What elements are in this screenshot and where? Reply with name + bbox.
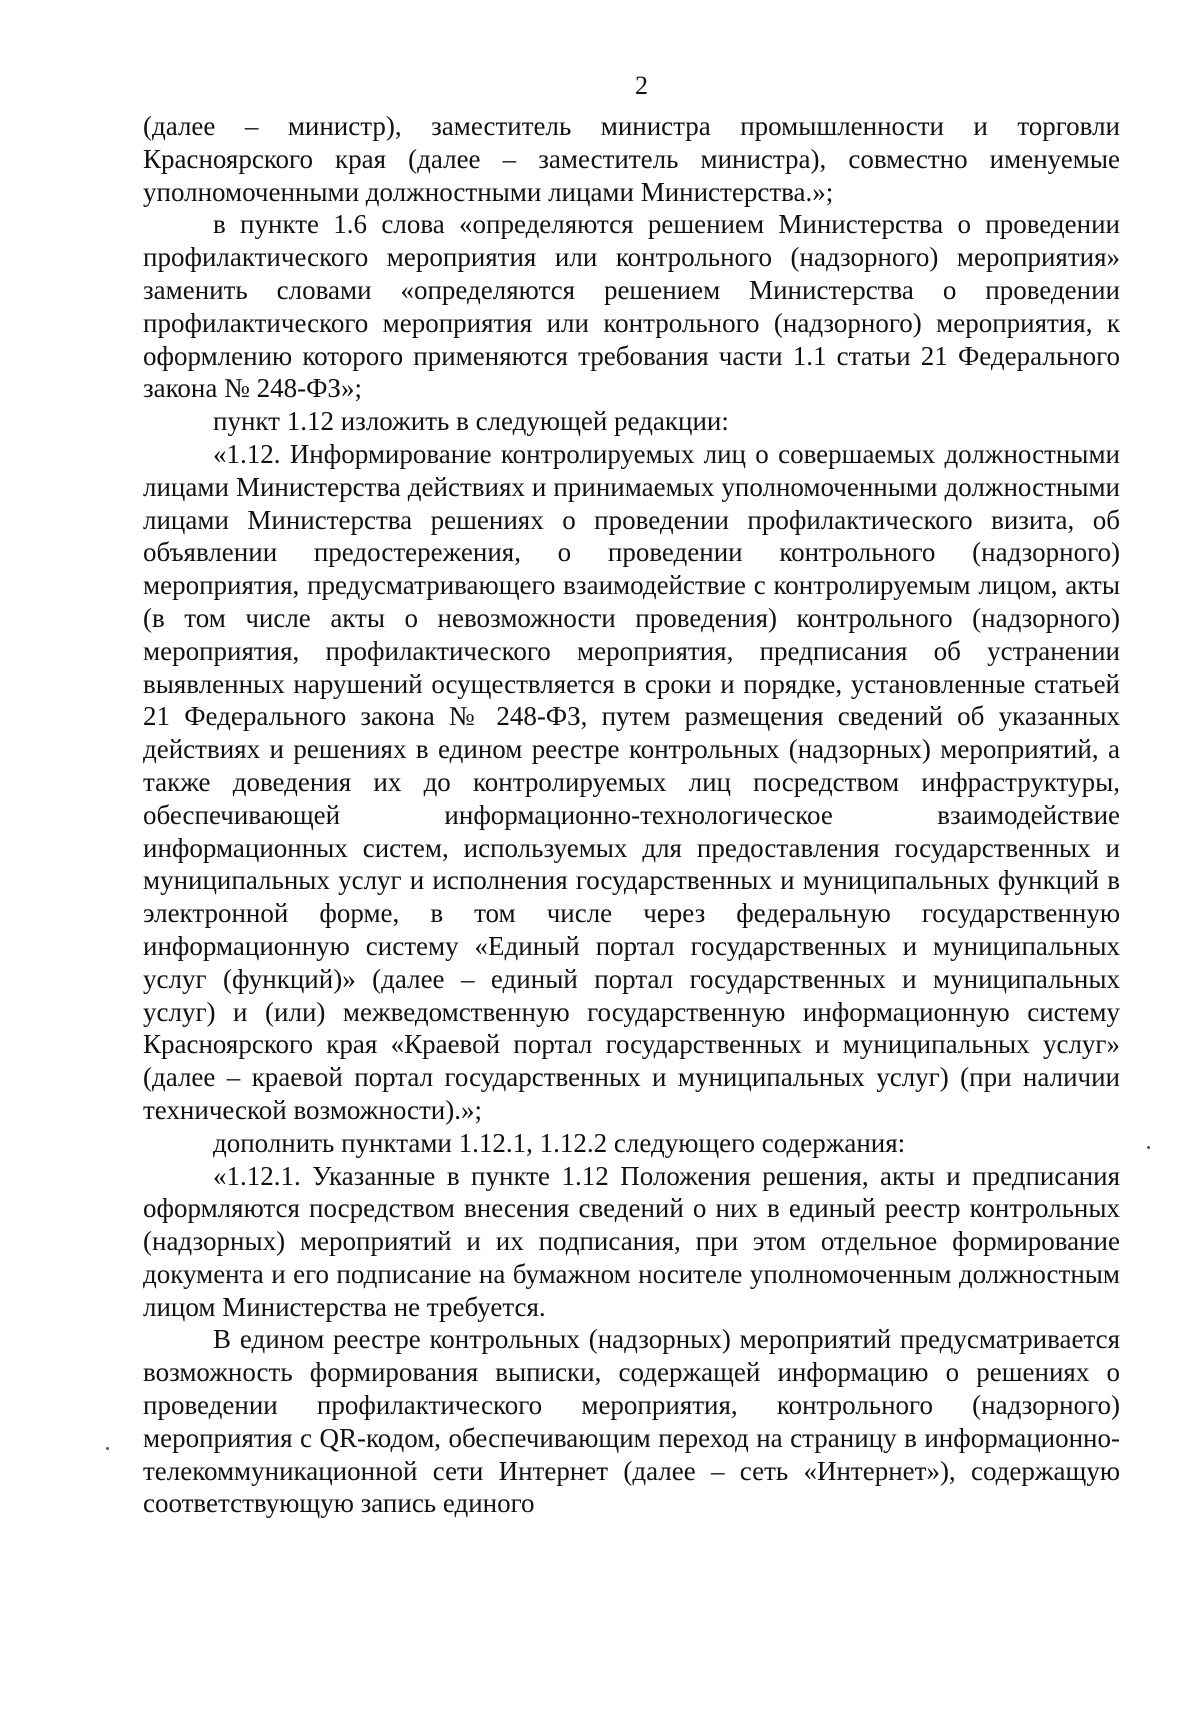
- paragraph-continuation: (далее – министр), заместитель министра промышленности и торговли Красноярского края (далее – заместитель министра), совместно именуемые уполномоченными должностными лицами Министерства.»;: [143, 111, 1120, 207]
- page-number: 2: [635, 71, 648, 100]
- paragraph-item-1-12-intro: пункт 1.12 изложить в следующей редакции:: [213, 406, 729, 437]
- document-body: [143, 110, 1120, 1520]
- paragraph-item-1-6: в пункте 1.6 слова «определяются решением Министерства о проведении профилактического мероприятия или контрольного (надзорного) мероприятия» заменить словами «определяются решением Министерства о проведении профилактического мероприятия или контрольного (надзорного) мероприятия, к оформлению которого применяются требования части 1.1 статьи 21 Федерального закона № 248-ФЗ»;: [143, 209, 1120, 404]
- paragraph-registry: В едином реестре контрольных (надзорных) мероприятий предусматривается возможность формирования выписки, содержащей информацию о решениях о проведении профилактического мероприятия, контрольного (надзорного) мероприятия с QR-кодом, обеспечивающим переход на страницу в информационно-телекоммуникационной сети Интернет (далее – сеть «Интернет»), содержащую соответствующую запись единого: [143, 1324, 1120, 1519]
- paragraph-item-1-12: «1.12. Информирование контролируемых лиц о совершаемых должностными лицами Министерства действиях и принимаемых уполномоченными должностными лицами Министерства решениях о проведении профилактического визита, об объявлении предостережения, о проведении контрольного (надзорного) мероприятия, предусматривающего взаимодействие с контролируемым лицом, акты (в том числе акты о невозможности проведения) контрольного (надзорного) мероприятия, профилактического мероприятия, предписания об устранении выявленных нарушений осуществляется в сроки и порядке, установленные статьей 21 Федерального закона № 248-ФЗ, путем размещения сведений об указанных действиях и решениях в едином реестре контрольных (надзорных) мероприятий, а также доведения их до контролируемых лиц посредством инфраструктуры, обеспечивающей информационно-технологическое взаимодействие информационных систем, используемых для предоставления государственных и муниципальных услуг и исполнения государственных и муниципальных функций в электронной форме, в том числе через федеральную государственную информационную систему «Единый портал государственных и муниципальных услуг (функций)» (далее – единый портал государственных и муниципальных услуг) и (или) межведомственную государственную информационную систему Красноярского края «Краевой портал государственных и муниципальных услуг» (далее – краевой портал государственных и муниципальных услуг) (при наличии технической возможности).»;: [143, 438, 1120, 1125]
- paragraph-supplement-intro: дополнить пунктами 1.12.1, 1.12.2 следующего содержания:: [213, 1127, 906, 1158]
- scan-speck: [1147, 1146, 1150, 1149]
- scan-speck: [106, 1447, 109, 1450]
- paragraph-item-1-12-1: «1.12.1. Указанные в пункте 1.12 Положения решения, акты и предписания оформляются посредством внесения сведений о них в единый реестр контрольных (надзорных) мероприятий и их подписания, при этом отдельное формирование документа и его подписание на бумажном носителе уполномоченным должностным лицом Министерства не требуется.: [143, 1160, 1120, 1322]
